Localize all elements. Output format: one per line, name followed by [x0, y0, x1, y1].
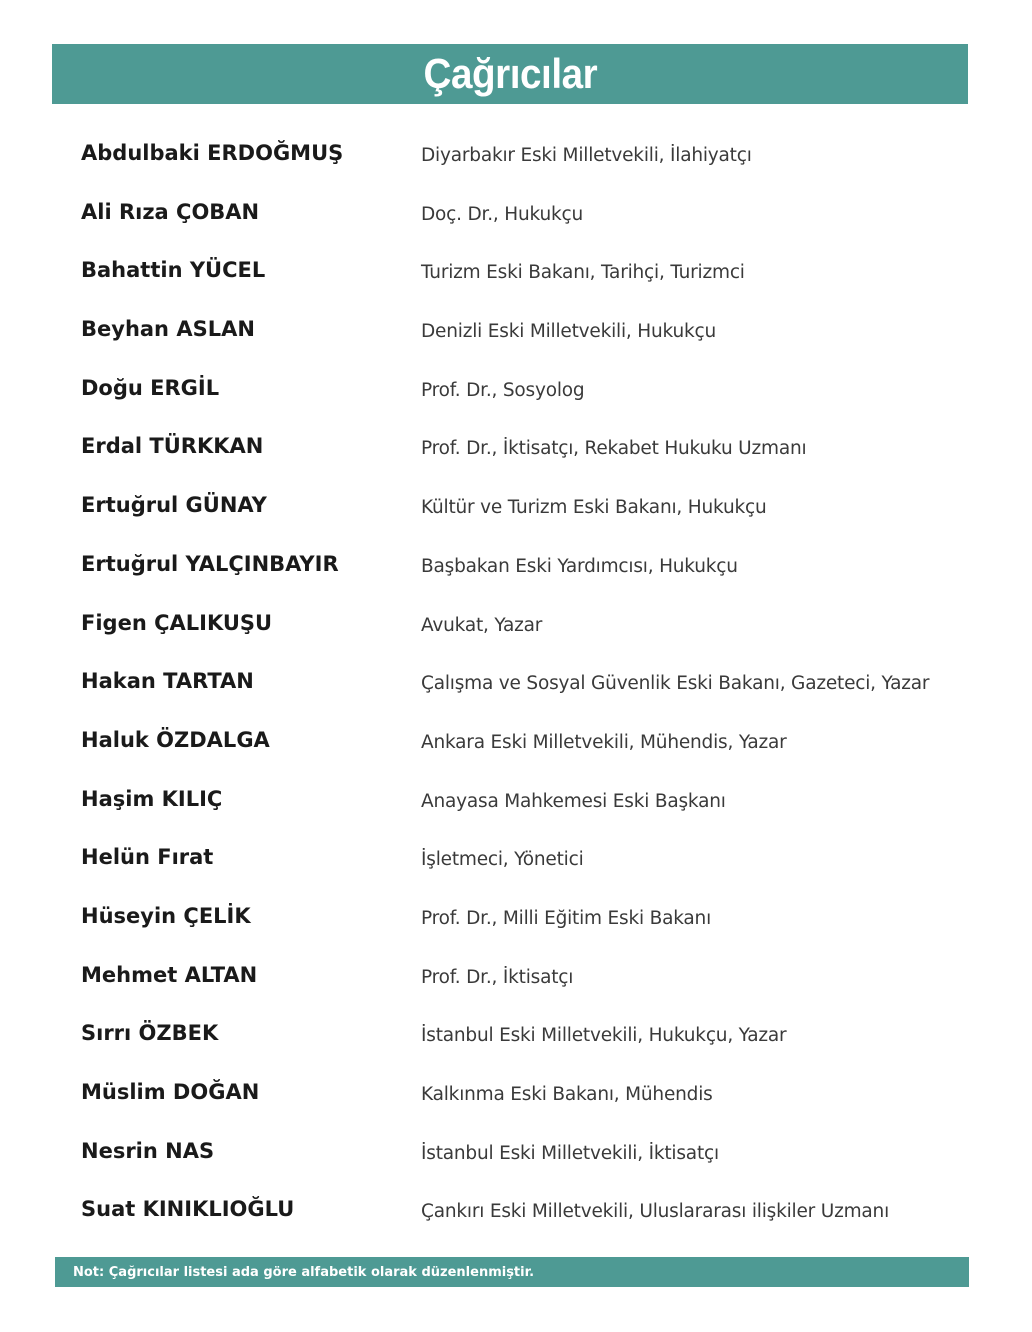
- list-item: [0, 305, 1032, 364]
- list-item: [0, 892, 1032, 951]
- person-title: Çalışma ve Sosyal Güvenlik Eski Bakanı, Gazeteci, Yazar: [421, 673, 930, 695]
- list-item: [0, 246, 1032, 305]
- list-item: [0, 951, 1032, 1010]
- person-title: Prof. Dr., İktisatçı: [421, 966, 574, 988]
- person-title: Kültür ve Turizm Eski Bakanı, Hukukçu: [421, 497, 767, 519]
- list-item: [0, 716, 1032, 775]
- person-name: Ertuğrul GÜNAY: [81, 493, 267, 518]
- person-name: Müslim DOĞAN: [81, 1080, 260, 1104]
- header-band: [52, 44, 968, 104]
- person-title: Kalkınma Eski Bakanı, Mühendis: [421, 1084, 713, 1105]
- person-name: Suat KINIKLIOĞLU: [81, 1197, 295, 1222]
- list-item: [0, 188, 1032, 247]
- list-item: [0, 422, 1032, 481]
- person-name: Nesrin NAS: [81, 1138, 215, 1163]
- person-title: Prof. Dr., Sosyolog: [421, 379, 585, 401]
- person-name: Abdulbaki ERDOĞMUŞ: [81, 141, 344, 165]
- list-item: [0, 833, 1032, 892]
- person-title: Anayasa Mahkemesi Eski Başkanı: [421, 790, 726, 812]
- person-title: Doç. Dr., Hukukçu: [421, 203, 584, 225]
- person-name: Haşim KILIÇ: [81, 786, 223, 811]
- person-title: İstanbul Eski Milletvekili, Hukukçu, Yazar: [421, 1025, 787, 1047]
- person-title: İşletmeci, Yönetici: [421, 849, 584, 871]
- person-name: Hakan TARTAN: [81, 669, 254, 694]
- people-list: [0, 129, 1032, 1244]
- person-name: Ali Rıza ÇOBAN: [81, 199, 260, 224]
- person-title: İstanbul Eski Milletvekili, İktisatçı: [421, 1142, 719, 1164]
- list-item: [0, 129, 1032, 188]
- person-title: Denizli Eski Milletvekili, Hukukçu: [421, 321, 716, 343]
- list-item: [0, 1127, 1032, 1186]
- person-title: Ankara Eski Milletvekili, Mühendis, Yazar: [421, 731, 787, 753]
- person-title: Prof. Dr., İktisatçı, Rekabet Hukuku Uzmanı: [421, 438, 807, 460]
- person-name: Haluk ÖZDALGA: [81, 727, 270, 752]
- list-item: [0, 1009, 1032, 1068]
- footer-note: Not: Çağrıcılar listesi ada göre alfabetik olarak düzenlenmiştir.: [73, 1264, 535, 1280]
- list-item: [0, 599, 1032, 658]
- person-title: Çankırı Eski Milletvekili, Uluslararası ilişkiler Uzmanı: [421, 1201, 890, 1223]
- person-name: Helün Fırat: [81, 845, 214, 870]
- list-item: [0, 657, 1032, 716]
- list-item: [0, 1185, 1032, 1244]
- list-item: [0, 540, 1032, 599]
- person-title: Başbakan Eski Yardımcısı, Hukukçu: [421, 555, 738, 577]
- list-item: [0, 1068, 1032, 1127]
- person-title: Diyarbakır Eski Milletvekili, İlahiyatçı: [421, 145, 752, 166]
- footer-note-band: [55, 1257, 969, 1287]
- page-title: Çağrıcılar: [423, 50, 597, 97]
- person-name: Figen ÇALIKUŞU: [81, 610, 273, 635]
- person-name: Hüseyin ÇELİK: [81, 903, 251, 928]
- person-title: Prof. Dr., Milli Eğitim Eski Bakanı: [421, 907, 712, 929]
- person-name: Bahattin YÜCEL: [81, 258, 266, 283]
- list-item: [0, 481, 1032, 540]
- list-item: [0, 364, 1032, 423]
- person-name: Mehmet ALTAN: [81, 962, 258, 987]
- person-name: Beyhan ASLAN: [81, 317, 255, 342]
- list-item: [0, 775, 1032, 834]
- person-name: Doğu ERGİL: [81, 375, 220, 400]
- person-title: Turizm Eski Bakanı, Tarihçi, Turizmci: [421, 262, 745, 284]
- person-title: Avukat, Yazar: [421, 614, 543, 636]
- person-name: Ertuğrul YALÇINBAYIR: [81, 551, 339, 576]
- person-name: Sırrı ÖZBEK: [81, 1021, 219, 1046]
- person-name: Erdal TÜRKKAN: [81, 434, 264, 459]
